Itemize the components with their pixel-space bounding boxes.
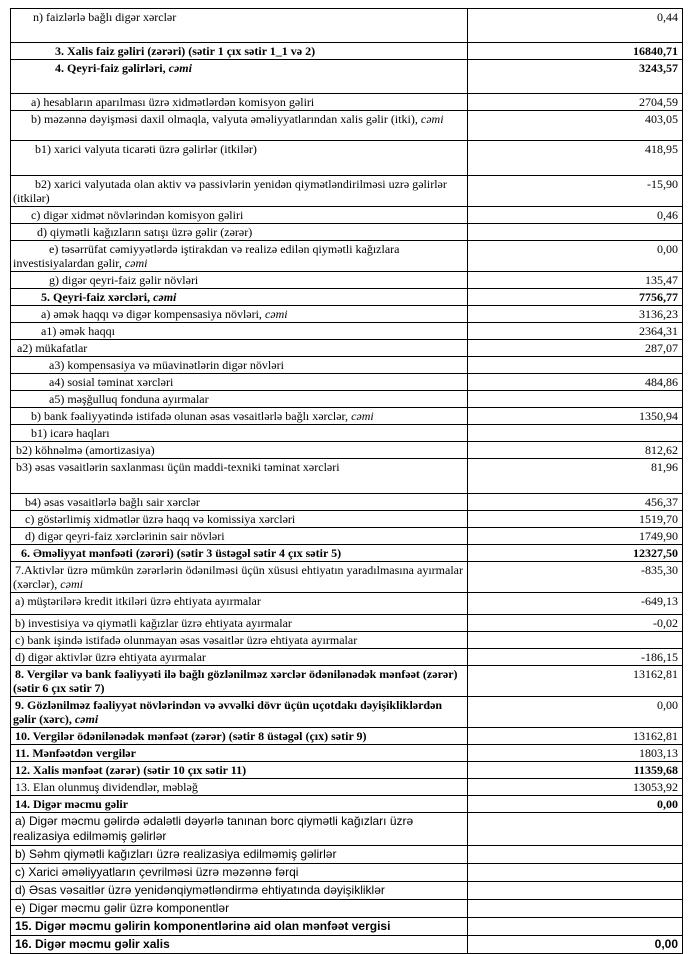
table-row — [11, 289, 683, 306]
row-value-cell: 0,00 — [468, 796, 683, 813]
row-value-cell — [468, 918, 683, 936]
row-label-cell — [11, 762, 468, 779]
row-label: b2) köhnəlmə (amortizasiya) — [16, 443, 155, 457]
row-label-cell — [11, 545, 468, 562]
table-row — [11, 779, 683, 796]
row-value-cell — [468, 425, 683, 442]
row-value-cell: 1803,13 — [468, 745, 683, 762]
row-label-cell — [11, 697, 468, 728]
row-value-cell: 13162,81 — [468, 666, 683, 697]
table-row — [11, 562, 683, 593]
row-label-cell — [11, 323, 468, 340]
table-row — [11, 762, 683, 779]
row-label-cell — [11, 615, 468, 632]
row-label-italic-suffix: cəmi — [348, 409, 374, 423]
row-label: 4. Qeyri-faiz gəlirləri, — [55, 61, 166, 75]
table-row — [11, 357, 683, 374]
table-row — [11, 649, 683, 666]
row-label-cell — [11, 408, 468, 425]
row-label-cell — [11, 207, 468, 224]
row-label-cell — [11, 357, 468, 374]
row-value-cell — [468, 391, 683, 408]
row-label-italic-suffix: cəmi — [261, 307, 288, 321]
row-value-cell: 135,47 — [468, 272, 683, 289]
row-label-cell — [11, 632, 468, 649]
row-label-cell — [11, 882, 468, 900]
row-label: a1) əmək haqqı — [41, 324, 115, 338]
table-row — [11, 340, 683, 357]
row-label: 6. Əməliyyat mənfəəti (zərəri) (sətir 3 üstəgəl sətir 4 çıx sətir 5) — [21, 546, 342, 560]
row-label: a4) sosial təminat xərcləri — [49, 375, 174, 389]
table-row — [11, 666, 683, 697]
row-label-italic-suffix: cəmi — [71, 712, 99, 726]
table-row — [11, 728, 683, 745]
row-label-italic-suffix: cəmi — [57, 577, 83, 591]
row-label: 15. Digər məcmu gəlirin komponentlərinə aid olan mənfəət vergisi — [15, 919, 391, 933]
row-value-cell: 0,00 — [468, 936, 683, 954]
row-label-cell — [11, 864, 468, 882]
table-row — [11, 9, 683, 43]
row-label: b1) icarə haqları — [31, 426, 110, 440]
row-label-cell — [11, 846, 468, 864]
table-row — [11, 813, 683, 846]
row-value-cell: 0,00 — [468, 241, 683, 272]
row-label-cell — [11, 43, 468, 60]
row-label: a3) kompensasiya və müavinətlərin digər növləri — [49, 358, 284, 372]
row-value-cell: 13162,81 — [468, 728, 683, 745]
row-value-cell — [468, 882, 683, 900]
row-label: e) təsərrüfat cəmiyyətlərdə iştirakdan və realizə edilən qiymətli kağızlara investisiyalardan gəlir, — [13, 242, 400, 270]
row-label-cell — [11, 745, 468, 762]
row-value-cell: -186,15 — [468, 649, 683, 666]
row-value-cell — [468, 864, 683, 882]
table-body — [11, 9, 683, 954]
row-label: b3) əsas vəsaitlərin saxlanması üçün maddi-texniki təminat xərcləri — [16, 460, 340, 474]
row-value-cell — [468, 224, 683, 241]
row-label-cell — [11, 779, 468, 796]
row-value-cell: 0,44 — [468, 9, 683, 43]
row-value-cell: 3243,57 — [468, 60, 683, 94]
table-row — [11, 241, 683, 272]
row-label: 11. Mənfəətdən vergilər — [15, 746, 136, 760]
row-label: 9. Gözlənilməz fəaliyyət növlərindən və əvvəlki dövr üçün uçotdakı dəyişikliklərdən gəlir (xərc), — [13, 698, 443, 726]
income-statement-table — [10, 8, 683, 954]
row-label: b1) xarici valyuta ticarəti üzrə gəlirlər (itkilər) — [35, 142, 257, 156]
table-row — [11, 511, 683, 528]
row-label-cell — [11, 111, 468, 141]
row-value-cell: 0,46 — [468, 207, 683, 224]
row-value-cell — [468, 846, 683, 864]
row-label: b2) xarici valyutada olan aktiv və passivlərin yenidən qiymətləndirilməsi uzrə gəlirlər (itkilər) — [13, 177, 447, 205]
row-label: c) digər xidmət növlərindən komisyon gəliri — [31, 208, 244, 222]
row-label: a) Digər məcmu gəlirdə ədalətli dəyərlə tanınan borc qiymətli kağızları üzrə realizasiya edilməmiş gəlirlər — [13, 814, 414, 843]
row-label: a2) mükafatlar — [17, 341, 88, 355]
row-label: 14. Digər məcmu gəlir — [15, 797, 129, 811]
row-label: c) Xarici əməliyyatların çevrilməsi üzrə məzənnə fərqi — [15, 865, 299, 879]
row-label: 7.Aktivlər üzrə mümkün zərərlərin ödənilməsi üçün xüsusi ehtiyatın yaradılmasına ayırmalar (xərclər), — [13, 563, 463, 591]
row-label-cell — [11, 306, 468, 323]
row-label-cell — [11, 562, 468, 593]
table-row — [11, 272, 683, 289]
row-value-cell: 81,96 — [468, 459, 683, 494]
row-label: g) digər qeyri-faiz gəlir növləri — [49, 273, 199, 287]
row-label-cell — [11, 176, 468, 207]
row-label: 16. Digər məcmu gəlir xalis — [15, 937, 170, 951]
table-row — [11, 459, 683, 494]
row-label-cell — [11, 289, 468, 306]
row-label-cell — [11, 272, 468, 289]
row-value-cell: -835,30 — [468, 562, 683, 593]
row-value-cell: 7756,77 — [468, 289, 683, 306]
row-value-cell — [468, 357, 683, 374]
row-value-cell: -15,90 — [468, 176, 683, 207]
table-row — [11, 425, 683, 442]
row-value-cell: -0,02 — [468, 615, 683, 632]
row-value-cell: -649,13 — [468, 593, 683, 615]
row-value-cell: 2364,31 — [468, 323, 683, 340]
row-label-cell — [11, 666, 468, 697]
row-label: n) faizlərlə bağlı digər xərclər — [33, 10, 177, 24]
row-label-italic-suffix: cəmi — [165, 61, 192, 75]
row-label-cell — [11, 94, 468, 111]
table-row — [11, 224, 683, 241]
row-label-cell — [11, 9, 468, 43]
row-label: 5. Qeyri-faiz xərcləri, — [41, 290, 151, 304]
row-value-cell: 418,95 — [468, 141, 683, 176]
table-row — [11, 545, 683, 562]
table-row — [11, 141, 683, 176]
table-row — [11, 846, 683, 864]
row-label-cell — [11, 511, 468, 528]
row-label: c) bank işində istifadə olunmayan əsas vəsaitlər üzrə ehtiyata ayırmalar — [15, 633, 358, 647]
row-value-cell — [468, 813, 683, 846]
row-label: 12. Xalis mənfəət (zərər) (sətir 10 çıx sətir 11) — [15, 763, 247, 777]
row-label: b) investisiya və qiymətli kağızlar üzrə ehtiyata ayırmalar — [15, 616, 292, 630]
row-value-cell: 812,62 — [468, 442, 683, 459]
row-label-cell — [11, 442, 468, 459]
row-label-cell — [11, 141, 468, 176]
row-label-cell — [11, 593, 468, 615]
table-row — [11, 494, 683, 511]
table-row — [11, 391, 683, 408]
row-label-cell — [11, 813, 468, 846]
row-value-cell: 13053,92 — [468, 779, 683, 796]
row-value-cell: 2704,59 — [468, 94, 683, 111]
row-label: 8. Vergilər və bank fəaliyyəti ilə bağlı gözlənilməz xərclər ödənilənədək mənfəət (zərər) (sətir 6 çıx sətir 7) — [13, 667, 458, 695]
table-row — [11, 374, 683, 391]
row-label-cell — [11, 918, 468, 936]
row-label-cell — [11, 340, 468, 357]
row-value-cell: 484,86 — [468, 374, 683, 391]
table-row — [11, 796, 683, 813]
row-label: b) bank fəaliyyətində istifadə olunan əsas vəsaitlərlə bağlı xərclər, — [31, 409, 349, 423]
table-row — [11, 207, 683, 224]
row-label-cell — [11, 796, 468, 813]
table-row — [11, 43, 683, 60]
table-row — [11, 697, 683, 728]
row-label-italic-suffix: cəmi — [417, 112, 444, 126]
row-label-cell — [11, 391, 468, 408]
row-label-italic-suffix: cəmi — [150, 290, 177, 304]
row-label: d) digər aktivlər üzrə ehtiyata ayırmalar — [15, 650, 206, 664]
row-value-cell: 403,05 — [468, 111, 683, 141]
row-label-cell — [11, 224, 468, 241]
table-row — [11, 408, 683, 425]
row-value-cell: 1350,94 — [468, 408, 683, 425]
row-label: a) hesabların aparılması üzrə xidmətlərdən komisyon gəliri — [31, 95, 315, 109]
table-row — [11, 882, 683, 900]
row-label-cell — [11, 374, 468, 391]
row-label-cell — [11, 900, 468, 918]
row-label: b4) əsas vəsaitlərlə bağlı sair xərclər — [25, 495, 200, 509]
row-value-cell: 1749,90 — [468, 528, 683, 545]
row-label: 3. Xalis faiz gəliri (zərəri) (sətir 1 çıx sətir 1_1 və 2) — [55, 44, 316, 58]
row-value-cell — [468, 900, 683, 918]
row-value-cell: 16840,71 — [468, 43, 683, 60]
row-label: e) Digər məcmu gəlir üzrə komponentlər — [15, 901, 230, 915]
row-label-cell — [11, 936, 468, 954]
row-label: 13. Elan olunmuş dividendlər, məbləğ — [15, 780, 198, 794]
table-row — [11, 900, 683, 918]
row-value-cell: 12327,50 — [468, 545, 683, 562]
row-label: a) əmək haqqı və digər kompensasiya növləri, — [41, 307, 262, 321]
table-row — [11, 918, 683, 936]
row-value-cell: 11359,68 — [468, 762, 683, 779]
row-label: a) müştərilərə kredit itkiləri üzrə ehtiyata ayırmalar — [15, 594, 261, 608]
row-label-italic-suffix: cəmi — [121, 256, 148, 270]
row-label: b) məzənnə dəyişməsi daxil olmaqla, valyuta əməliyyatlarından xalis gəlir (itki), — [31, 112, 418, 126]
row-value-cell: 287,07 — [468, 340, 683, 357]
row-label-cell — [11, 649, 468, 666]
row-label: d) Əsas vəsaitlər üzrə yenidənqiymətləndirmə ehtiyatında dəyişikliklər — [15, 883, 385, 897]
row-label: b) Səhm qiymətli kağızları üzrə realizasiya edilməmiş gəlirlər — [15, 847, 337, 861]
table-row — [11, 632, 683, 649]
row-label-cell — [11, 459, 468, 494]
row-label-cell — [11, 425, 468, 442]
table-row — [11, 442, 683, 459]
row-label: a5) məşğulluq fonduna ayırmalar — [49, 392, 209, 406]
table-row — [11, 864, 683, 882]
table-row — [11, 936, 683, 954]
row-value-cell: 1519,70 — [468, 511, 683, 528]
table-row — [11, 745, 683, 762]
table-row — [11, 323, 683, 340]
table-row — [11, 528, 683, 545]
row-label-cell — [11, 494, 468, 511]
table-row — [11, 60, 683, 94]
table-row — [11, 306, 683, 323]
row-value-cell: 0,00 — [468, 697, 683, 728]
table-row — [11, 615, 683, 632]
table-row — [11, 111, 683, 141]
row-label: d) qiymətli kağızların satışı üzrə gəlir (zərər) — [37, 225, 253, 239]
table-row — [11, 176, 683, 207]
row-label-cell — [11, 528, 468, 545]
row-label: 10. Vergilər ödənilənədək mənfəət (zərər) (sətir 8 üstəgəl (çıx) sətir 9) — [15, 729, 367, 743]
row-value-cell: 3136,23 — [468, 306, 683, 323]
row-label-cell — [11, 241, 468, 272]
row-value-cell: 456,37 — [468, 494, 683, 511]
row-label: d) digər qeyri-faiz xərclərinin sair növləri — [25, 529, 225, 543]
table-row — [11, 94, 683, 111]
table-row — [11, 593, 683, 615]
row-value-cell — [468, 632, 683, 649]
row-label: c) göstərlimiş xidmətlər üzrə haqq və komissiya xərcləri — [25, 512, 296, 526]
row-label-cell — [11, 60, 468, 94]
row-label-cell — [11, 728, 468, 745]
